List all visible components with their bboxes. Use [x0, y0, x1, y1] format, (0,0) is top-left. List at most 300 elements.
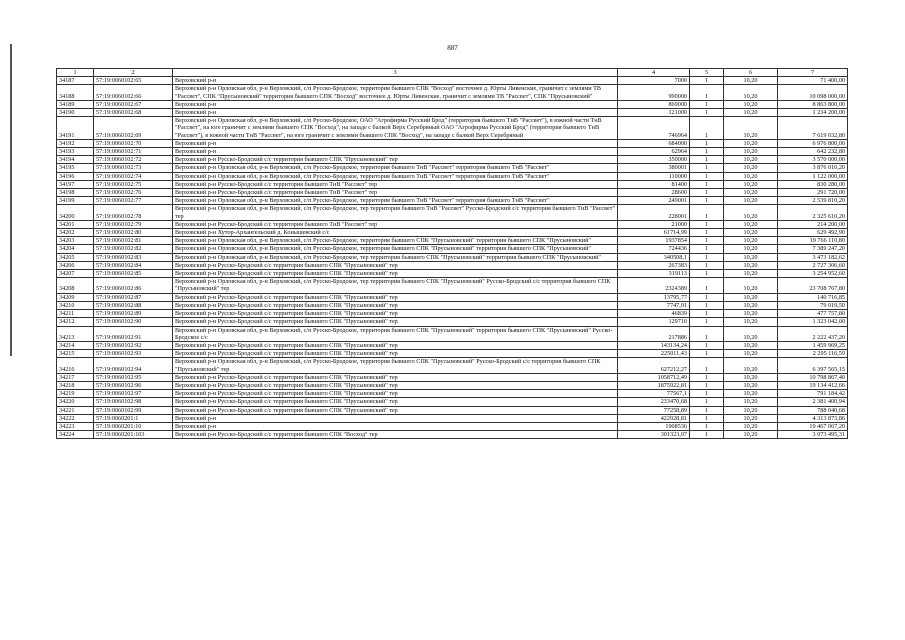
area-value: 684000 — [618, 139, 690, 147]
location-description: Верховский р-н — [173, 109, 618, 117]
location-description: Верховский р-н Русско-Бродский с/с территория бывшего СПК "Прусыновский" тер — [173, 156, 618, 164]
location-description: Верховский р-н Русско-Бродский с/с территория бывшего ТнВ "Рассвет" тер — [173, 189, 618, 197]
row-number: 34211 — [57, 310, 94, 318]
cadastral-number: 57:19:0060102:75 — [94, 180, 173, 188]
cadastral-number: 57:19:0060102:66 — [94, 85, 173, 100]
area-value: 380001 — [618, 164, 690, 172]
table-row — [57, 148, 848, 156]
cadastral-value: 1 122 000,00 — [778, 172, 848, 180]
cadastral-value: 3 254 952,60 — [778, 270, 848, 278]
header-cell: 5 — [690, 69, 724, 77]
rate-value: 10,20 — [724, 310, 778, 318]
rate-value: 10,20 — [724, 197, 778, 205]
table-row — [57, 422, 848, 430]
row-number: 34210 — [57, 301, 94, 309]
quantity-value: 1 — [690, 253, 724, 261]
quantity-value: 1 — [690, 318, 724, 326]
cadastral-value: 3 876 010,20 — [778, 164, 848, 172]
cadastral-value: 791 184,42 — [778, 390, 848, 398]
quantity-value: 1 — [690, 109, 724, 117]
cadastral-number: 57:19:0060102:76 — [94, 189, 173, 197]
row-number: 34213 — [57, 326, 94, 341]
table-row — [57, 237, 848, 245]
row-number: 34212 — [57, 318, 94, 326]
header-cell: 2 — [94, 69, 173, 77]
cadastral-number: 57:19:0060102:97 — [94, 390, 173, 398]
cadastral-value: 3 073 495,31 — [778, 431, 848, 439]
area-value: 110000 — [618, 172, 690, 180]
location-description: Верховский р-н — [173, 414, 618, 422]
rate-value: 10,20 — [724, 229, 778, 237]
table-row — [57, 180, 848, 188]
area-value: 143134,24 — [618, 341, 690, 349]
table-row — [57, 326, 848, 341]
row-number: 34209 — [57, 293, 94, 301]
cadastral-number: 57:19:0060102:90 — [94, 318, 173, 326]
quantity-value: 1 — [690, 398, 724, 406]
table-row — [57, 189, 848, 197]
header-cell: 6 — [724, 69, 778, 77]
table-row — [57, 172, 848, 180]
cadastral-value: 291 720,00 — [778, 189, 848, 197]
cadastral-number: 57:19:0060102:78 — [94, 205, 173, 220]
rate-value: 10,20 — [724, 358, 778, 373]
rate-value: 10,20 — [724, 398, 778, 406]
table-row — [57, 431, 848, 439]
area-value: 225011,43 — [618, 350, 690, 358]
cadastral-number: 57:19:0060102:81 — [94, 237, 173, 245]
row-number: 34196 — [57, 172, 94, 180]
row-number: 34198 — [57, 189, 94, 197]
area-value: 81400 — [618, 180, 690, 188]
rate-value: 10,20 — [724, 431, 778, 439]
cadastral-value: 830 280,00 — [778, 180, 848, 188]
location-description: Верховский р-н Русско-Бродский с/с территория бывшего СПК "Прусыновский" тер — [173, 350, 618, 358]
cadastral-number: 57:19:0060102:98 — [94, 398, 173, 406]
rate-value: 10,20 — [724, 350, 778, 358]
location-description: Верховский р-н Русско-Бродский с/с территория бывшего ТнВ "Рассвет" тер — [173, 180, 618, 188]
cadastral-value: 140 716,85 — [778, 293, 848, 301]
row-number: 34208 — [57, 278, 94, 293]
cadastral-value: 2 539 810,20 — [778, 197, 848, 205]
land-parcel-table — [56, 68, 848, 439]
cadastral-number: 57:19:0060102:73 — [94, 164, 173, 172]
area-value: 627212,27 — [618, 358, 690, 373]
rate-value: 10,20 — [724, 326, 778, 341]
table-row — [57, 77, 848, 85]
table-row — [57, 293, 848, 301]
table-row — [57, 278, 848, 293]
cadastral-number: 57:19:0060102:92 — [94, 341, 173, 349]
rate-value: 10,20 — [724, 406, 778, 414]
location-description: Верховский р-н — [173, 422, 618, 430]
cadastral-number: 57:19:0060102:94 — [94, 358, 173, 373]
location-description: Верховский р-н Русско-Бродский с/с территория бывшего СПК "Прусыновский" тер — [173, 261, 618, 269]
quantity-value: 1 — [690, 100, 724, 108]
area-value: 62964 — [618, 148, 690, 156]
location-description: Верховский р-н Русско-Бродский с/с территория бывшего СПК "Прусыновский" тер — [173, 318, 618, 326]
table-row — [57, 398, 848, 406]
rate-value: 10,20 — [724, 261, 778, 269]
cadastral-value: 2 325 610,20 — [778, 205, 848, 220]
location-description: Верховский р-н Русско-Бродский с/с территория бывшего СПК "Прусыновский" тер — [173, 381, 618, 389]
row-number: 34207 — [57, 270, 94, 278]
cadastral-value: 10 098 000,00 — [778, 85, 848, 100]
row-number: 34215 — [57, 350, 94, 358]
row-number: 34216 — [57, 358, 94, 373]
table-row — [57, 100, 848, 108]
table-row — [57, 406, 848, 414]
cadastral-value: 71 400,00 — [778, 77, 848, 85]
row-number: 34189 — [57, 100, 94, 108]
row-number: 34190 — [57, 109, 94, 117]
header-cell: 1 — [57, 69, 94, 77]
rate-value: 10,20 — [724, 341, 778, 349]
cadastral-value: 2 295 116,59 — [778, 350, 848, 358]
rate-value: 10,20 — [724, 85, 778, 100]
rate-value: 10,20 — [724, 109, 778, 117]
quantity-value: 1 — [690, 422, 724, 430]
location-description: Верховский р-н Русско-Бродский с/с территория бывшего СПК "Прусыновский" тер — [173, 390, 618, 398]
cadastral-number: 57:19:0060102:96 — [94, 381, 173, 389]
location-description: Верховский р-н Хутор-Архангельский д. Конышевский с/с — [173, 229, 618, 237]
location-description: Верховский р-н — [173, 139, 618, 147]
quantity-value: 1 — [690, 381, 724, 389]
table-row — [57, 390, 848, 398]
location-description: Верховский р-н Орловская обл, р-н Верховский, с/п Русско-Бродское, территория бывшего СПК "Восход" восточнее д. Юрты Ливенские, граничит с землями ТВ "Рассвет", СПК "Прусыновский" территория бывшего СПК "Восход" восточнее д. Юрты Ливенские, граничит с землями ТВ "Рассвет", СПК "Прусыновский" — [173, 85, 618, 100]
row-number: 34192 — [57, 139, 94, 147]
area-value: 7747,01 — [618, 301, 690, 309]
cadastral-value: 788 040,68 — [778, 406, 848, 414]
location-description: Верховский р-н Русско-Бродский с/с территория бывшего СПК "Прусыновский" тер — [173, 310, 618, 318]
row-number: 34222 — [57, 414, 94, 422]
table-row — [57, 373, 848, 381]
table-row — [57, 301, 848, 309]
quantity-value: 1 — [690, 390, 724, 398]
row-number: 34199 — [57, 197, 94, 205]
area-value: 319113 — [618, 270, 690, 278]
cadastral-number: 57:19:0060102:87 — [94, 293, 173, 301]
cadastral-value: 6 976 800,00 — [778, 139, 848, 147]
cadastral-value: 2 381 400,94 — [778, 398, 848, 406]
quantity-value: 1 — [690, 301, 724, 309]
area-value: 61714,99 — [618, 229, 690, 237]
area-value: 46839 — [618, 310, 690, 318]
location-description: Верховский р-н — [173, 148, 618, 156]
row-number: 34224 — [57, 431, 94, 439]
cadastral-number: 57:19:0060102:67 — [94, 100, 173, 108]
cadastral-value: 19 134 412,66 — [778, 381, 848, 389]
cadastral-number: 57:19:0060102:72 — [94, 156, 173, 164]
quantity-value: 1 — [690, 156, 724, 164]
cadastral-number: 57:19:0060201:103 — [94, 431, 173, 439]
area-value: 1058712,49 — [618, 373, 690, 381]
area-value: 13795,77 — [618, 293, 690, 301]
quantity-value: 1 — [690, 245, 724, 253]
quantity-value: 1 — [690, 326, 724, 341]
cadastral-value: 19 467 067,20 — [778, 422, 848, 430]
cadastral-number: 57:19:0060102:89 — [94, 310, 173, 318]
area-value: 77258,89 — [618, 406, 690, 414]
cadastral-value: 2 727 306,60 — [778, 261, 848, 269]
quantity-value: 1 — [690, 85, 724, 100]
cadastral-number: 57:19:0060102:95 — [94, 373, 173, 381]
rate-value: 10,20 — [724, 390, 778, 398]
location-description: Верховский р-н Орловская обл, р-н Верховский, с/п Русско-Бродское, территория бывшего СПК "Прусыновский" Русско-Бродский с/с территория бывшего СПК "Прусыновский" тер — [173, 358, 618, 373]
rate-value: 10,20 — [724, 245, 778, 253]
row-number: 34200 — [57, 205, 94, 220]
rate-value: 10,20 — [724, 301, 778, 309]
quantity-value: 1 — [690, 431, 724, 439]
quantity-value: 1 — [690, 406, 724, 414]
rate-value: 10,20 — [724, 172, 778, 180]
row-number: 34214 — [57, 341, 94, 349]
cadastral-number: 57:19:0060102:77 — [94, 197, 173, 205]
rate-value: 10,20 — [724, 414, 778, 422]
area-value: 249001 — [618, 197, 690, 205]
table-row — [57, 164, 848, 172]
cadastral-value: 4 313 873,86 — [778, 414, 848, 422]
rate-value: 10,20 — [724, 205, 778, 220]
cadastral-number: 57:19:0060102:84 — [94, 261, 173, 269]
row-number: 34217 — [57, 373, 94, 381]
cadastral-number: 57:19:0060102:69 — [94, 117, 173, 140]
rate-value: 10,20 — [724, 117, 778, 140]
quantity-value: 1 — [690, 189, 724, 197]
cadastral-value: 2 222 437,20 — [778, 326, 848, 341]
location-description: Верховский р-н Орловская обл, р-н Верховский, с/п Русско-Бродское, территория бывшего ТнВ "Рассвет" территория бывшего ТнВ "Рассвет" — [173, 164, 618, 172]
area-value: 77567,1 — [618, 390, 690, 398]
table-row — [57, 310, 848, 318]
quantity-value: 1 — [690, 139, 724, 147]
rate-value: 10,20 — [724, 156, 778, 164]
location-description: Верховский р-н Орловская обл, р-н Верховский, с/п Русско-Бродское, территория бывшего ТнВ "Рассвет" территория бывшего ТнВ "Рассвет" — [173, 172, 618, 180]
cadastral-value: 10 798 867,40 — [778, 373, 848, 381]
table-row — [57, 253, 848, 261]
area-value: 1875922,81 — [618, 381, 690, 389]
row-number: 34195 — [57, 164, 94, 172]
cadastral-number: 57:19:0060102:68 — [94, 109, 173, 117]
rate-value: 10,20 — [724, 270, 778, 278]
cadastral-value: 477 757,80 — [778, 310, 848, 318]
quantity-value: 1 — [690, 220, 724, 228]
header-row — [57, 69, 848, 77]
page-number: 887 — [447, 44, 458, 52]
rate-value: 10,20 — [724, 253, 778, 261]
cadastral-value: 3 473 182,62 — [778, 253, 848, 261]
cadastral-number: 57:19:0060102:80 — [94, 229, 173, 237]
cadastral-number: 57:19:0060102:71 — [94, 148, 173, 156]
table-row — [57, 85, 848, 100]
location-description: Верховский р-н — [173, 77, 618, 85]
row-number: 34204 — [57, 245, 94, 253]
rate-value: 10,20 — [724, 373, 778, 381]
cadastral-value: 79 019,50 — [778, 301, 848, 309]
cadastral-number: 57:19:0060102:65 — [94, 77, 173, 85]
area-value: 350000 — [618, 156, 690, 164]
rate-value: 10,20 — [724, 318, 778, 326]
cadastral-number: 57:19:0060102:79 — [94, 220, 173, 228]
rate-value: 10,20 — [724, 220, 778, 228]
rate-value: 10,20 — [724, 381, 778, 389]
cadastral-number: 57:19:0060102:88 — [94, 301, 173, 309]
area-value: 746964 — [618, 117, 690, 140]
row-number: 34202 — [57, 229, 94, 237]
table-row — [57, 139, 848, 147]
rate-value: 10,20 — [724, 237, 778, 245]
row-number: 34201 — [57, 220, 94, 228]
row-number: 34197 — [57, 180, 94, 188]
table-row — [57, 220, 848, 228]
area-value: 2324389 — [618, 278, 690, 293]
quantity-value: 1 — [690, 237, 724, 245]
row-number: 34205 — [57, 253, 94, 261]
cadastral-number: 57:19:0060102:91 — [94, 326, 173, 341]
cadastral-value: 1 323 042,00 — [778, 318, 848, 326]
area-value: 1908536 — [618, 422, 690, 430]
cadastral-number: 57:19:0060102:86 — [94, 278, 173, 293]
table-row — [57, 381, 848, 389]
header-cell: 3 — [173, 69, 618, 77]
quantity-value: 1 — [690, 414, 724, 422]
table-row — [57, 414, 848, 422]
location-description: Верховский р-н Русско-Бродский с/с территория бывшего СПК "Прусыновский" тер — [173, 293, 618, 301]
rate-value: 10,20 — [724, 164, 778, 172]
location-description: Верховский р-н Русско-Бродский с/с территория бывшего СПК "Прусыновский" тер — [173, 398, 618, 406]
area-value: 340508,1 — [618, 253, 690, 261]
row-number: 34188 — [57, 85, 94, 100]
location-description: Верховский р-н Русско-Бродский с/с территория бывшего СПК "Прусыновский" тер — [173, 301, 618, 309]
quantity-value: 1 — [690, 148, 724, 156]
cadastral-value: 7 619 032,80 — [778, 117, 848, 140]
row-number: 34203 — [57, 237, 94, 245]
table-row — [57, 229, 848, 237]
area-value: 724436 — [618, 245, 690, 253]
area-value: 267383 — [618, 261, 690, 269]
table-row — [57, 358, 848, 373]
cadastral-number: 57:19:0060102:74 — [94, 172, 173, 180]
location-description: Верховский р-н Орловская обл, р-н Верховский, с/п Русско-Бродское, тер территория бывшего ТнВ "Рассвет" Русско-Бродский с/с территория бывшего ТнВ "Рассвет" тер — [173, 205, 618, 220]
cadastral-value: 19 766 110,80 — [778, 237, 848, 245]
location-description: Верховский р-н Русско-Бродский с/с территория бывшего СПК "Восход" тер — [173, 431, 618, 439]
row-number: 34223 — [57, 422, 94, 430]
rate-value: 10,20 — [724, 293, 778, 301]
table-row — [57, 197, 848, 205]
cadastral-number: 57:19:0060102:99 — [94, 406, 173, 414]
rate-value: 10,20 — [724, 139, 778, 147]
location-description: Верховский р-н Русско-Бродский с/с территория бывшего СПК "Прусыновский" тер — [173, 341, 618, 349]
location-description: Верховский р-н Орловская обл, р-н Верховский, с/п Русско-Бродское, ОАО "Агрофирма Русский Брод" (территория бывшего ТнВ "Рассвет"), в южной части ТнВ "Рассвет", на юге граничит с землями бывшего СПК "Восход", на западе с балкой Верх Серебряный ОАО "Агрофирма Русский Брод" (территория бывшего ТнВ "Рассвет"), в южной части ТнВ "Рассвет", на юге граничит с землями бывшего СПК "Восход", на западе с балкой Верх Серебряный — [173, 117, 618, 140]
quantity-value: 1 — [690, 270, 724, 278]
cadastral-number: 57:19:0060201:10 — [94, 422, 173, 430]
area-value: 990000 — [618, 85, 690, 100]
quantity-value: 1 — [690, 293, 724, 301]
location-description: Верховский р-н Орловская обл, р-н Верховский, с/п Русско-Бродское, территория бывшего СПК "Прусыновский" территория бывшего СПК "Прусыновский" Русско-Бродское с/с — [173, 326, 618, 341]
cadastral-value: 3 570 000,00 — [778, 156, 848, 164]
cadastral-value: 23 708 767,80 — [778, 278, 848, 293]
quantity-value: 1 — [690, 77, 724, 85]
cadastral-value: 1 234 200,00 — [778, 109, 848, 117]
quantity-value: 1 — [690, 373, 724, 381]
table-body — [57, 77, 848, 439]
table-row — [57, 117, 848, 140]
location-description: Верховский р-н Русско-Бродский с/с территория бывшего СПК "Прусыновский" тер — [173, 373, 618, 381]
rate-value: 10,20 — [724, 278, 778, 293]
location-description: Верховский р-н Орловская обл, р-н Верховский, с/п Русско-Бродское, территория бывшего СПК "Прусыновский" территория бывшего СПК "Прусыновский" — [173, 237, 618, 245]
quantity-value: 1 — [690, 278, 724, 293]
quantity-value: 1 — [690, 197, 724, 205]
area-value: 217886 — [618, 326, 690, 341]
area-value: 1937854 — [618, 237, 690, 245]
location-description: Верховский р-н Орловская обл, р-н Верховский, с/п Русско-Бродское, территория бывшего СПК "Прусыновский" территория бывшего СПК "Прусыновский" — [173, 245, 618, 253]
rate-value: 10,20 — [724, 100, 778, 108]
table-row — [57, 270, 848, 278]
row-number: 34187 — [57, 77, 94, 85]
cadastral-number: 57:19:0060102:93 — [94, 350, 173, 358]
rate-value: 10,20 — [724, 77, 778, 85]
quantity-value: 1 — [690, 164, 724, 172]
row-number: 34221 — [57, 406, 94, 414]
cadastral-value: 8 863 800,00 — [778, 100, 848, 108]
area-value: 121000 — [618, 109, 690, 117]
area-value: 129710 — [618, 318, 690, 326]
quantity-value: 1 — [690, 117, 724, 140]
location-description: Верховский р-н Русско-Бродский с/с территория бывшего СПК "Прусыновский" тер — [173, 270, 618, 278]
row-number: 34220 — [57, 398, 94, 406]
table-row — [57, 318, 848, 326]
left-margin-mark — [10, 44, 12, 356]
table-row — [57, 245, 848, 253]
header-cell: 7 — [778, 69, 848, 77]
table-row — [57, 205, 848, 220]
rate-value: 10,20 — [724, 180, 778, 188]
cadastral-value: 1 459 969,25 — [778, 341, 848, 349]
table-row — [57, 350, 848, 358]
rate-value: 10,20 — [724, 422, 778, 430]
quantity-value: 1 — [690, 350, 724, 358]
cadastral-value: 642 232,80 — [778, 148, 848, 156]
area-value: 228001 — [618, 205, 690, 220]
row-number: 34191 — [57, 117, 94, 140]
quantity-value: 1 — [690, 341, 724, 349]
cadastral-number: 57:19:0060102:85 — [94, 270, 173, 278]
quantity-value: 1 — [690, 229, 724, 237]
location-description: Верховский р-н — [173, 100, 618, 108]
location-description: Верховский р-н Орловская обл, р-н Верховский, с/п Русско-Бродское, территория бывшего ТнВ "Рассвет" территория бывшего ТнВ "Рассвет" — [173, 197, 618, 205]
row-number: 34193 — [57, 148, 94, 156]
cadastral-number: 57:19:0060102:70 — [94, 139, 173, 147]
area-value: 7000 — [618, 77, 690, 85]
area-value: 301323,07 — [618, 431, 690, 439]
table-row — [57, 156, 848, 164]
table-row — [57, 109, 848, 117]
cadastral-number: 57:19:0060102:82 — [94, 245, 173, 253]
row-number: 34219 — [57, 390, 94, 398]
header-cell: 4 — [618, 69, 690, 77]
cadastral-number: 57:19:0060102:83 — [94, 253, 173, 261]
area-value: 233470,68 — [618, 398, 690, 406]
cadastral-value: 6 397 565,15 — [778, 358, 848, 373]
quantity-value: 1 — [690, 180, 724, 188]
location-description: Верховский р-н Русско-Бродский с/с территория бывшего СПК "Прусыновский" тер — [173, 406, 618, 414]
row-number: 34218 — [57, 381, 94, 389]
cadastral-value: 629 492,90 — [778, 229, 848, 237]
cadastral-value: 214 200,00 — [778, 220, 848, 228]
row-number: 34194 — [57, 156, 94, 164]
area-value: 869000 — [618, 100, 690, 108]
quantity-value: 1 — [690, 358, 724, 373]
quantity-value: 1 — [690, 205, 724, 220]
